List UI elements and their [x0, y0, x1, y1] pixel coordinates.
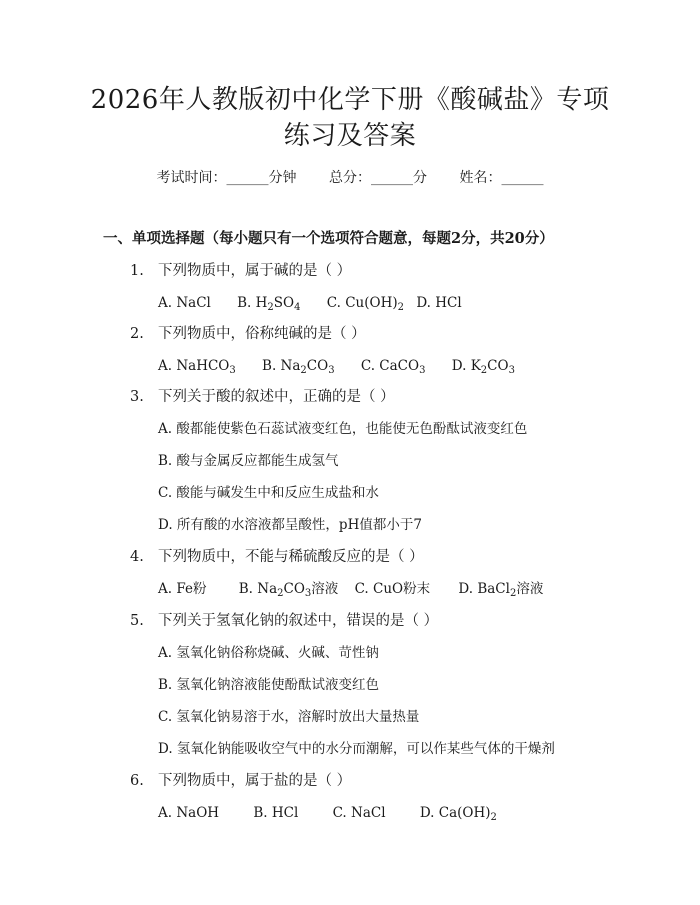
question-number: 5. [130, 613, 144, 629]
option-c: C. 氢氧化钠易溶于水，溶解时放出大量热量 [158, 709, 420, 725]
option-b: B. $H_2SO_4$ [237, 295, 301, 313]
question-text: 下列物质中，属于碱的是（ ） [158, 263, 352, 279]
question-number: 2. [130, 326, 144, 342]
option-c: C. $Cu(OH)_2$ [326, 295, 405, 313]
option-d: D. $Ca(OH)_2$ [419, 805, 497, 823]
exam-time-field: 考试时间：______分钟 [156, 170, 297, 186]
option-c: C. CaCO$_3$ [360, 358, 426, 376]
question-number: 3. [130, 389, 144, 405]
option-d: D. HCl [416, 295, 462, 311]
option-a: A. NaHCO$_3$ [158, 358, 236, 376]
option-a: A. NaOH [158, 805, 220, 821]
question-4-options [158, 578, 565, 600]
option-d: D. 所有酸的水溶液都呈酸性，pH值都小于7 [158, 517, 422, 533]
question-6-options [158, 802, 519, 824]
total-score-field: 总分：______分 [329, 170, 427, 186]
option-b: B. HCl [253, 805, 299, 821]
question-text: 下列关于氢氧化钠的叙述中，错误的是（ ） [158, 613, 439, 629]
page-title-line1: 2026年人教版初中化学下册《酸碱盐》专项 [90, 85, 610, 115]
exam-info [0, 168, 700, 188]
question-3 [130, 386, 395, 408]
question-6 [130, 770, 351, 792]
question-5 [130, 610, 438, 632]
question-1 [130, 260, 351, 282]
question-2-options [158, 355, 537, 377]
question-number: 6. [130, 773, 144, 789]
question-number: 4. [130, 549, 144, 565]
option-d: D. BaCl$_2$溶液 [458, 581, 544, 599]
option-b: B. 酸与金属反应都能生成氢气 [158, 453, 339, 469]
question-text: 下列物质中，属于盐的是（ ） [158, 773, 352, 789]
question-text: 下列关于酸的叙述中，正确的是（ ） [158, 389, 395, 405]
option-a: A. NaCl [158, 295, 211, 311]
option-c: C. NaCl [332, 805, 386, 821]
option-b: B. $Na_2CO_3$ [262, 358, 335, 376]
question-text: 下列物质中，不能与稀硫酸反应的是（ ） [158, 549, 424, 565]
question-4 [130, 546, 424, 568]
option-c: C. 酸能与碱发生中和反应生成盐和水 [158, 485, 379, 501]
question-2 [130, 323, 366, 345]
option-a: A. 酸都能使紫色石蕊试液变红色，也能使无色酚酞试液变红色 [158, 421, 528, 437]
option-b: B. 氢氧化钠溶液能使酚酞试液变红色 [158, 677, 380, 693]
section-heading: 一、单项选择题（每小题只有一个选项符合题意，每题2分，共20分） [103, 230, 554, 247]
option-b: B. $Na_2CO_3$溶液 [238, 581, 339, 599]
question-number: 1. [130, 263, 144, 279]
page-title-line2: 练习及答案 [283, 121, 417, 151]
option-a: A. Fe粉 [158, 581, 207, 597]
option-c: C. CuO粉末 [354, 581, 431, 597]
student-name-field: 姓名：______ [459, 170, 544, 186]
question-text: 下列物质中，俗称纯碱的是（ ） [158, 326, 366, 342]
option-d: D. 氢氧化钠能吸收空气中的水分而潮解，可以作某些气体的干燥剂 [158, 741, 555, 757]
option-d: D. $K_2CO_3$ [451, 358, 515, 376]
option-a: A. 氢氧化钠俗称烧碱、火碱、苛性钠 [158, 645, 379, 661]
question-1-options [158, 292, 484, 314]
